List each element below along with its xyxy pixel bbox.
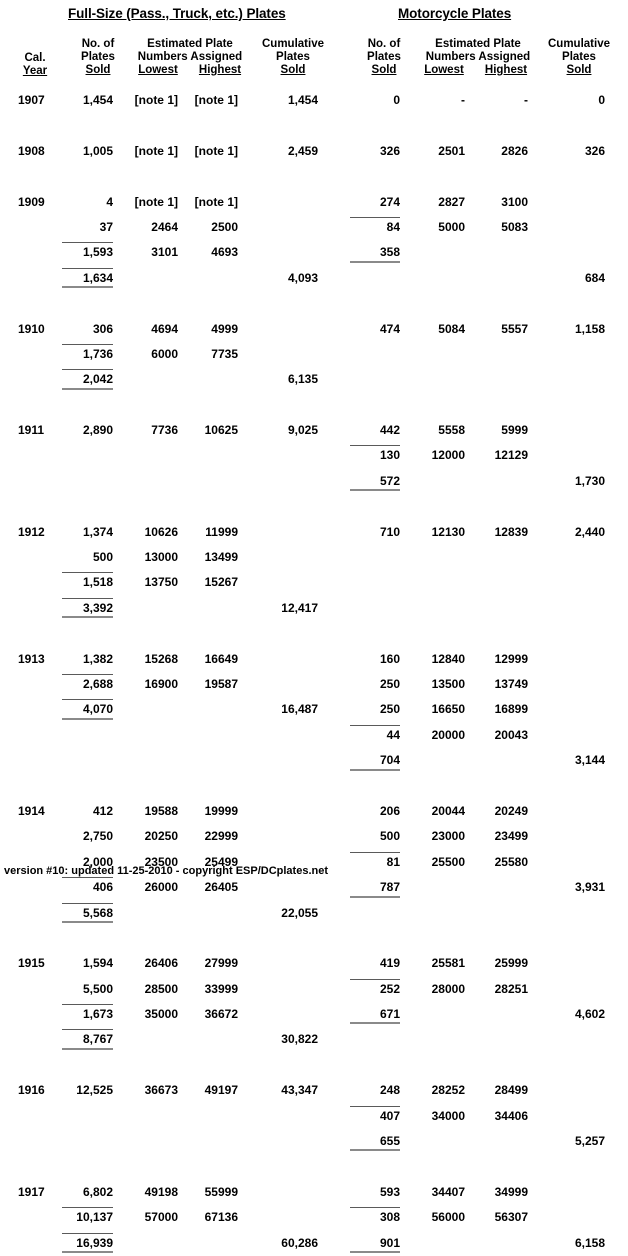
cell-motorcycle-lowest: 23000	[431, 829, 465, 844]
cell-motorcycle-plates-sold: 250	[379, 702, 400, 717]
cell-year: 1916	[18, 1083, 45, 1098]
cell-motorcycle-highest: 12999	[494, 651, 528, 666]
cell-fullsize-highest: 16649	[204, 651, 238, 666]
motorcycle-section-title: Motorcycle Plates	[398, 6, 512, 21]
cell-motorcycle-plates-sold: 710	[379, 524, 400, 539]
cell-fullsize-highest: 36672	[204, 1007, 238, 1022]
cell-fullsize-highest: 22999	[204, 829, 238, 844]
table-row	[0, 215, 628, 240]
cell-fullsize-plates-sold: 12,525	[76, 1083, 113, 1098]
header-moto-highest-label: Highest	[484, 64, 528, 76]
header-moto-lowest-label: Lowest	[424, 64, 464, 76]
cell-fullsize-highest: [note 1]	[194, 93, 238, 107]
cell-fullsize-highest: 19999	[204, 803, 238, 818]
cell-fullsize-highest: 26405	[204, 880, 238, 895]
cell-motorcycle-lowest: 2501	[438, 143, 465, 158]
header-moto-sold-label: Sold	[371, 64, 397, 77]
table-row	[0, 190, 628, 215]
cell-motorcycle-cumulative: 3,931	[574, 880, 605, 895]
header-fullsize-highest	[192, 64, 248, 77]
cell-motorcycle-lowest: 28000	[431, 981, 465, 996]
cell-motorcycle-highest: 34999	[494, 1184, 528, 1199]
cell-fullsize-cumulative: 9,025	[287, 423, 318, 438]
cell-motorcycle-plates-sold: 160	[379, 651, 400, 666]
cell-year: 1907	[18, 93, 45, 107]
cell-motorcycle-plates-sold: 274	[379, 194, 400, 209]
cell-motorcycle-cumulative: 2,440	[574, 524, 605, 539]
header-highest-label: Highest	[198, 64, 242, 76]
header-sold-label: Sold	[85, 64, 111, 77]
cell-fullsize-plates-sold: 2,042	[60, 367, 113, 392]
plate-production-table	[0, 88, 628, 1256]
cell-fullsize-plates-sold: 1,594	[82, 956, 113, 971]
table-row	[0, 342, 628, 367]
cell-fullsize-cumulative: 43,347	[281, 1083, 318, 1098]
cell-fullsize-lowest: [note 1]	[134, 143, 178, 158]
table-row	[0, 723, 628, 748]
cell-motorcycle-highest: 28499	[494, 1083, 528, 1098]
cell-motorcycle-plates-sold: 250	[379, 676, 400, 691]
cell-year: 1910	[18, 321, 45, 336]
table-row	[0, 520, 628, 545]
header-plates-label: Plates	[81, 51, 115, 64]
cell-motorcycle-plates-sold: 84	[348, 215, 400, 240]
cell-motorcycle-lowest: 12840	[431, 651, 465, 666]
cell-fullsize-cumulative: 1,454	[287, 93, 318, 107]
cell-motorcycle-cumulative: 4,602	[574, 1007, 605, 1022]
cell-fullsize-plates-sold: 406	[60, 875, 113, 900]
table-row	[0, 88, 628, 113]
table-row	[0, 647, 628, 672]
cell-year: 1908	[18, 143, 45, 158]
cell-motorcycle-plates-sold: 704	[348, 748, 400, 773]
cell-fullsize-highest: 15267	[204, 575, 238, 590]
cell-motorcycle-lowest: 13500	[431, 676, 465, 691]
cell-fullsize-plates-sold: 1,518	[60, 570, 113, 595]
cell-motorcycle-plates-sold: 130	[348, 443, 400, 468]
cell-fullsize-highest: 49197	[204, 1083, 238, 1098]
full-size-section-title: Full-Size (Pass., Truck, etc.) Plates	[68, 6, 286, 21]
section-titles	[0, 0, 628, 30]
cell-motorcycle-plates-sold: 44	[348, 723, 400, 748]
cell-fullsize-highest: 11999	[205, 524, 238, 539]
table-row	[0, 977, 628, 1002]
cell-motorcycle-highest: 23499	[494, 829, 528, 844]
cell-motorcycle-plates-sold: 500	[379, 829, 400, 844]
cell-fullsize-highest: 19587	[204, 676, 238, 691]
cell-year: 1909	[18, 194, 45, 209]
header-year-label: Year	[22, 65, 48, 78]
cell-motorcycle-lowest: 5000	[438, 219, 465, 234]
header-numbers-assigned-label: Numbers Assigned	[137, 51, 243, 64]
table-row	[0, 1104, 628, 1129]
cell-motorcycle-plates-sold: 442	[379, 423, 400, 438]
cell-motorcycle-plates-sold: 655	[348, 1129, 400, 1154]
cell-motorcycle-plates-sold: 248	[379, 1083, 400, 1098]
cell-fullsize-lowest: 2464	[151, 219, 178, 234]
header-cal-year	[14, 52, 56, 78]
cell-fullsize-highest: [note 1]	[194, 194, 238, 209]
cell-motorcycle-lowest: 5084	[438, 321, 465, 336]
cell-fullsize-lowest: 26000	[144, 880, 178, 895]
cell-motorcycle-lowest: 25581	[431, 956, 465, 971]
cell-motorcycle-cumulative: 3,144	[574, 753, 605, 768]
cell-fullsize-lowest: 20250	[144, 829, 178, 844]
table-row	[0, 774, 628, 799]
table-row	[0, 291, 628, 316]
table-row	[0, 266, 628, 291]
cell-motorcycle-lowest: 20044	[431, 803, 465, 818]
cell-fullsize-lowest: 19588	[144, 803, 178, 818]
header-motorcycle-numbers-assigned	[418, 38, 538, 64]
cell-motorcycle-lowest: 5558	[438, 423, 465, 438]
table-row	[0, 469, 628, 494]
cell-fullsize-plates-sold: 2,750	[82, 829, 113, 844]
cell-motorcycle-lowest: 20000	[431, 727, 465, 742]
cell-motorcycle-highest: 20249	[494, 803, 528, 818]
cell-fullsize-plates-sold: 5,568	[60, 901, 113, 926]
cell-year: 1917	[18, 1184, 45, 1199]
cell-fullsize-plates-sold: 6,802	[82, 1184, 113, 1199]
cell-motorcycle-highest: 20043	[494, 727, 528, 742]
cell-fullsize-lowest: 26406	[144, 956, 178, 971]
cell-fullsize-plates-sold: 16,939	[60, 1231, 113, 1256]
header-fullsize-lowest	[130, 64, 186, 77]
cell-motorcycle-plates-sold: 308	[348, 1205, 400, 1230]
cell-motorcycle-plates-sold: 81	[348, 850, 400, 875]
header-motorcycle-lowest	[416, 64, 472, 77]
cell-fullsize-lowest: 28500	[144, 981, 178, 996]
table-row	[0, 113, 628, 138]
header-motorcycle-cumulative	[542, 38, 616, 78]
cell-fullsize-lowest: 49198	[144, 1184, 178, 1199]
cell-motorcycle-highest: 2826	[501, 143, 528, 158]
table-row	[0, 621, 628, 646]
cell-fullsize-lowest: 4694	[151, 321, 178, 336]
cell-motorcycle-highest: 5999	[501, 423, 528, 438]
cell-fullsize-cumulative: 30,822	[281, 1032, 318, 1047]
cell-fullsize-plates-sold: 1,374	[82, 524, 113, 539]
cell-fullsize-lowest: 35000	[144, 1007, 178, 1022]
cell-motorcycle-highest: 16899	[494, 702, 528, 717]
header-moto-no-of-label: No. of	[367, 38, 401, 50]
cell-motorcycle-highest: 25999	[494, 956, 528, 971]
header-lowest-label: Lowest	[138, 64, 178, 76]
cell-fullsize-cumulative: 2,459	[287, 143, 318, 158]
cell-motorcycle-cumulative: 1,730	[574, 473, 605, 488]
table-row	[0, 240, 628, 265]
cell-fullsize-lowest: 10626	[144, 524, 178, 539]
cell-fullsize-plates-sold: 10,137	[60, 1205, 113, 1230]
table-row	[0, 570, 628, 595]
cell-motorcycle-highest: -	[524, 93, 528, 107]
table-row	[0, 926, 628, 951]
table-row	[0, 1180, 628, 1205]
cell-fullsize-cumulative: 4,093	[287, 270, 318, 285]
cell-motorcycle-lowest: 34407	[431, 1184, 465, 1199]
cell-fullsize-highest: 2500	[211, 219, 238, 234]
cell-year: 1913	[18, 651, 45, 666]
cell-motorcycle-lowest: 56000	[431, 1210, 465, 1225]
cell-fullsize-plates-sold: 5,500	[82, 981, 113, 996]
cell-motorcycle-plates-sold: 252	[348, 977, 400, 1002]
cell-fullsize-cumulative: 22,055	[281, 905, 318, 920]
header-estimated-plate-label: Estimated Plate	[147, 38, 233, 50]
cell-motorcycle-highest: 34406	[494, 1108, 528, 1123]
table-row	[0, 1002, 628, 1027]
cell-motorcycle-plates-sold: 407	[348, 1104, 400, 1129]
table-row	[0, 1053, 628, 1078]
cell-motorcycle-cumulative: 1,158	[574, 321, 605, 336]
table-row	[0, 697, 628, 722]
table-row	[0, 1154, 628, 1179]
header-moto-cum-plates-label: Plates	[562, 51, 596, 64]
cell-fullsize-highest: 7735	[211, 346, 238, 361]
cell-fullsize-highest: 27999	[204, 956, 238, 971]
cell-fullsize-plates-sold: 37	[99, 219, 113, 234]
header-no-of-label: No. of	[81, 38, 115, 50]
cell-fullsize-highest: 25499	[204, 854, 238, 869]
cell-motorcycle-cumulative: 684	[584, 270, 605, 285]
header-motorcycle-highest	[478, 64, 534, 77]
table-row	[0, 1078, 628, 1103]
header-moto-cumulative-label: Cumulative	[548, 38, 610, 50]
cell-motorcycle-lowest: 12000	[431, 448, 465, 463]
cell-motorcycle-cumulative: 0	[598, 93, 605, 107]
footer-version-note: version #10: updated 11-25-2010 - copyright ESP/DCplates.net	[4, 865, 328, 877]
cell-fullsize-plates-sold: 2,688	[60, 672, 113, 697]
table-row	[0, 418, 628, 443]
cell-fullsize-plates-sold: 2,000	[82, 854, 113, 869]
table-row	[0, 139, 628, 164]
cell-fullsize-highest: 4693	[211, 245, 238, 260]
cell-motorcycle-lowest: 25500	[431, 854, 465, 869]
cell-motorcycle-lowest: 12130	[431, 524, 465, 539]
cell-motorcycle-plates-sold: 419	[379, 956, 400, 971]
header-cumulative-label: Cumulative	[262, 38, 324, 50]
cell-fullsize-plates-sold: 1,593	[60, 240, 113, 265]
cell-motorcycle-plates-sold: 901	[348, 1231, 400, 1256]
table-row	[0, 367, 628, 392]
table-row	[0, 596, 628, 621]
table-row	[0, 951, 628, 976]
cell-fullsize-plates-sold: 2,890	[82, 423, 113, 438]
cell-fullsize-plates-sold: 4	[106, 194, 113, 209]
cell-motorcycle-highest: 28251	[494, 981, 528, 996]
header-moto-estimated-plate-label: Estimated Plate	[435, 38, 521, 50]
cell-fullsize-lowest: 13750	[144, 575, 178, 590]
cell-motorcycle-highest: 3100	[501, 194, 528, 209]
header-moto-numbers-assigned-label: Numbers Assigned	[425, 51, 531, 64]
cell-fullsize-highest: 55999	[204, 1184, 238, 1199]
cell-fullsize-cumulative: 16,487	[281, 702, 318, 717]
header-fullsize-plates-sold	[72, 38, 124, 78]
cell-fullsize-highest: 10625	[204, 423, 238, 438]
table-row	[0, 901, 628, 926]
cell-motorcycle-highest: 56307	[494, 1210, 528, 1225]
header-moto-plates-label: Plates	[367, 51, 401, 64]
cell-motorcycle-plates-sold: 671	[348, 1002, 400, 1027]
cell-motorcycle-cumulative: 6,158	[574, 1235, 605, 1250]
cell-motorcycle-plates-sold: 0	[393, 93, 400, 107]
cell-motorcycle-lowest: 28252	[431, 1083, 465, 1098]
cell-fullsize-lowest: 6000	[151, 346, 178, 361]
table-row	[0, 1027, 628, 1052]
table-row	[0, 443, 628, 468]
header-cal-label: Cal.	[24, 52, 46, 64]
header-motorcycle-plates-sold	[358, 38, 410, 78]
cell-motorcycle-cumulative: 5,257	[574, 1134, 605, 1149]
cell-motorcycle-plates-sold: 358	[348, 240, 400, 265]
table-row	[0, 875, 628, 900]
cell-fullsize-cumulative: 6,135	[287, 372, 318, 387]
header-cum-plates-label: Plates	[276, 51, 310, 64]
cell-fullsize-plates-sold: 1,736	[60, 342, 113, 367]
cell-fullsize-plates-sold: 1,005	[82, 143, 113, 158]
table-row	[0, 748, 628, 773]
cell-fullsize-highest: 33999	[204, 981, 238, 996]
cell-fullsize-lowest: 15268	[144, 651, 178, 666]
cell-motorcycle-plates-sold: 326	[379, 143, 400, 158]
header-fullsize-numbers-assigned	[130, 38, 250, 64]
column-headers	[0, 30, 628, 88]
cell-motorcycle-lowest: 34000	[431, 1108, 465, 1123]
cell-fullsize-plates-sold: 1,454	[82, 93, 113, 107]
table-row	[0, 164, 628, 189]
cell-motorcycle-plates-sold: 593	[379, 1184, 400, 1199]
cell-fullsize-plates-sold: 3,392	[60, 596, 113, 621]
cell-motorcycle-lowest: 2827	[438, 194, 465, 209]
cell-motorcycle-lowest: 16650	[431, 702, 465, 717]
cell-fullsize-highest: 67136	[204, 1210, 238, 1225]
cell-fullsize-lowest: [note 1]	[134, 93, 178, 107]
table-row	[0, 317, 628, 342]
cell-year: 1914	[18, 803, 45, 818]
cell-motorcycle-highest: 25580	[494, 854, 528, 869]
header-moto-cum-sold-label: Sold	[566, 64, 592, 77]
cell-motorcycle-highest: 12839	[494, 524, 528, 539]
cell-fullsize-lowest: 13000	[144, 550, 178, 565]
cell-fullsize-cumulative: 12,417	[281, 600, 318, 615]
cell-year: 1911	[18, 423, 45, 438]
cell-fullsize-plates-sold: 4,070	[60, 697, 113, 722]
cell-fullsize-plates-sold: 1,634	[60, 266, 113, 291]
table-row	[0, 824, 628, 849]
table-row	[0, 393, 628, 418]
cell-motorcycle-highest: 5557	[501, 321, 528, 336]
cell-motorcycle-plates-sold: 572	[348, 469, 400, 494]
table-row	[0, 799, 628, 824]
table-row	[0, 1205, 628, 1230]
cell-fullsize-lowest: 57000	[144, 1210, 178, 1225]
cell-motorcycle-highest: 13749	[494, 676, 528, 691]
table-row	[0, 545, 628, 570]
cell-fullsize-lowest: 36673	[144, 1083, 178, 1098]
table-row	[0, 1231, 628, 1256]
cell-motorcycle-lowest: -	[461, 93, 465, 107]
cell-fullsize-highest: 13499	[204, 550, 238, 565]
header-cum-sold-label: Sold	[280, 64, 306, 77]
cell-motorcycle-highest: 5083	[501, 219, 528, 234]
cell-motorcycle-plates-sold: 474	[379, 321, 400, 336]
cell-fullsize-highest: 4999	[211, 321, 238, 336]
cell-fullsize-plates-sold: 8,767	[60, 1027, 113, 1052]
cell-motorcycle-plates-sold: 787	[348, 875, 400, 900]
cell-fullsize-cumulative: 60,286	[281, 1235, 318, 1250]
cell-fullsize-plates-sold: 1,382	[82, 651, 113, 666]
cell-fullsize-lowest: 3101	[151, 245, 178, 260]
cell-fullsize-plates-sold: 1,673	[60, 1002, 113, 1027]
cell-motorcycle-highest: 12129	[494, 448, 528, 463]
cell-fullsize-lowest: [note 1]	[134, 194, 178, 209]
cell-fullsize-plates-sold: 412	[92, 803, 113, 818]
cell-motorcycle-plates-sold: 206	[379, 803, 400, 818]
table-row	[0, 494, 628, 519]
table-row	[0, 672, 628, 697]
cell-fullsize-lowest: 23500	[144, 854, 178, 869]
table-row	[0, 1129, 628, 1154]
cell-fullsize-lowest: 16900	[144, 676, 178, 691]
cell-fullsize-lowest: 7736	[151, 423, 178, 438]
header-fullsize-cumulative	[256, 38, 330, 78]
cell-fullsize-plates-sold: 306	[92, 321, 113, 336]
cell-year: 1915	[18, 956, 45, 971]
cell-motorcycle-cumulative: 326	[584, 143, 605, 158]
cell-fullsize-highest: [note 1]	[194, 143, 238, 158]
cell-fullsize-plates-sold: 500	[92, 550, 113, 565]
cell-year: 1912	[18, 524, 45, 539]
